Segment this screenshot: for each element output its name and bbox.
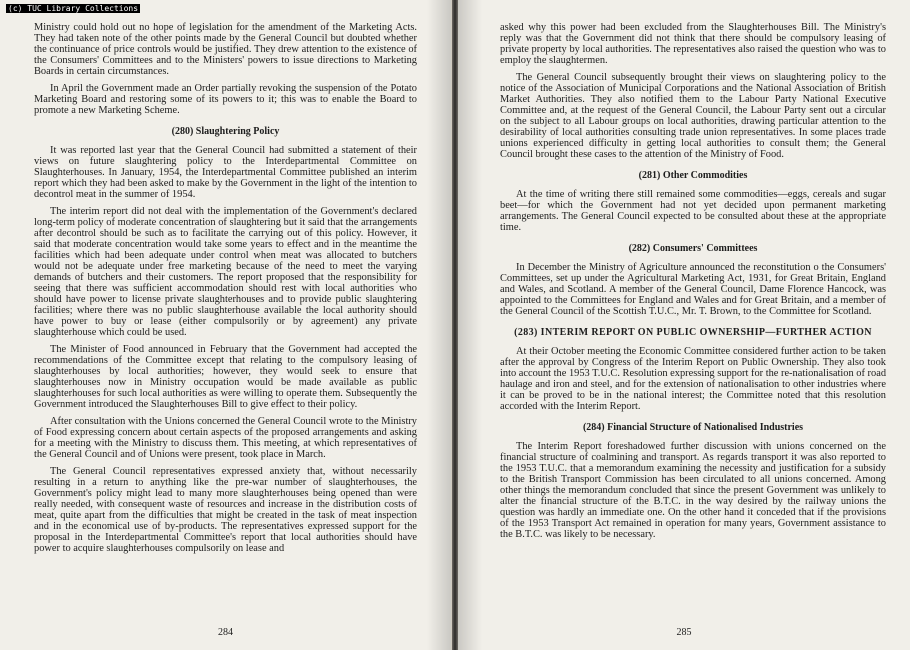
right-page (458, 0, 910, 650)
section-heading-281: (281) Other Commodities (638, 170, 748, 181)
section-heading-280: (280) Slaughtering Policy (171, 126, 280, 137)
paragraph: The interim report did not deal with the implementation of the Government's declared long-term policy of moderate concentration of slaughtering but it said that the arrangements after decontrol should be such as to facilitate the carrying out of this policy. However, it said that moderate concentration would take some years to effect and in the meantime the facilities which had been adequate under control when meat was allocated to butchers would not be adequate under free marketing because of the need to meet the varying demands of butchers and their customers. The report proposed that the responsibility for seeing that there was sufficient accommodation should rest with local authorities who should have power to license private slaughterhouses and to provide public slaughtering facilities; where there was no public slaughterhouse available the local authority should have power to buy or lease (either compulsorily or by agreement) any private slaughterhouse which could be used. (34, 206, 417, 338)
paragraph: At their October meeting the Economic Committee considered further action to be taken after the approval by Congress of the Interim Report on Public Ownership. They also took into account the 1953 T.U.C. Resolution expressing support for the re-nationalisation of road haulage and iron and steel, and for the extension of nationalisation to other industries where it can be proved to be in the national interest; the Committee noted that this resolution accorded with the Interim Report. (500, 346, 887, 412)
paragraph: The Interim Report foreshadowed further discussion with unions concerned on the financial structure of coalmining and transport. As regards transport it was also reported to the 1953 T.U.C. that a memorandum examining the necessity and justification for a subsidy to the British Transport Commission has been circulated to all unions concerned. Among other things the memorandum concluded that since the present Government was unlikely to alter the financial structure of the B.T.C. in the way desired by the railway unions the question was hardly an immediate one. On the other hand it conceded that if the provisions of the 1953 Transport Act remained in operation for many years, Government assistance to the B.T.C. was likely to be necessary. (500, 441, 886, 540)
page-number: 285 (676, 627, 692, 638)
paragraph: In December the Ministry of Agriculture announced the reconstitution o the Consumers' Committees, set up under the Agricultural Marketing Act, 1931, for Great Britain, England and Wales, and Scotland. A member of the General Council, Dame Florence Hancock, was appointed to the Committees for England and Wales and for Great Britain, and a member of the General Council of the Scottish T.U.C., Mr. T. Brown, to the Committee for Scotland. (500, 262, 886, 317)
library-watermark: (c) TUC Library Collections (8, 4, 139, 13)
paragraph: After consultation with the Unions concerned the General Council wrote to the Ministry of Food expressing concern about certain aspects of the proposed arrangements and asking for a meeting with the Ministry to discuss them. This meeting, at which representatives of the General Council and of Unions were present, took place in March. (34, 416, 417, 460)
section-heading-283: (283) INTERIM REPORT ON PUBLIC OWNERSHIP—FURTHER ACTION (514, 327, 872, 338)
paragraph: In April the Government made an Order partially revoking the suspension of the Potato Marketing Board and restoring some of its powers to it; this was to enable the Board to promote a new Marketing Scheme. (34, 83, 417, 116)
section-heading-282: (282) Consumers' Committees (628, 243, 758, 254)
section-heading-284: (284) Financial Structure of Nationalised Industries (582, 422, 804, 433)
page-number: 284 (218, 627, 233, 638)
paragraph: At the time of writing there still remained some commodities—eggs, cereals and sugar beet—for which the Government had not yet decided upon permanent marketing arrangements. The General Council expected to be consulted about these at the appropriate time. (500, 189, 886, 233)
paragraph: The General Council subsequently brought their views on slaughtering policy to the notice of the Association of Municipal Corporations and the National Association of British Market Authorities. They also notified them to the Labour Party National Executive Committee and, at the request of the General Council, the Labour Party sent out a circular on the subject to all Labour groups on local authorities, drawing particular attention to the desirability of local authorities consulting trade union representatives. In some places trade unions experienced difficulty in getting local authorities to consult them; the General Council brought these cases to the attention of the Ministry of Food. (500, 72, 886, 160)
paragraph: The Minister of Food announced in February that the Government had accepted the recommendations of the Committee except that relating to the compulsory leasing of slaughterhouses by local authorities; however, they would seek to ensure that slaughterhouses now in Ministry occupation would be made available as public slaughterhouses for such local authorities as were willing to operate them. Subsequently the Government introduced the Slaughterhouses Bill to give effect to their policy. (34, 344, 417, 410)
paragraph: The General Council representatives expressed anxiety that, without necessarily resulting in a return to anything like the pre-war number of slaughterhouses, the Government's policy might lead to many more slaughterhouses being opened than were really needed, with consequent waste of resources and increase in the distribution costs of meat, quite apart from the difficulties that might be created in the task of meat inspection and in the economical use of by-products. The representatives expressed support for the proposal in the Interdepartmental Committee's report that local authorities should have power to acquire slaughterhouses compulsorily on lease and (34, 466, 417, 554)
paragraph: Ministry could hold out no hope of legislation for the amendment of the Marketing Acts. They had taken note of the other points made by the General Council but doubted whether the continuance of price controls would be justified. They drew attention to the existence of the Consumers' Committees and to the Ministers' powers to issue directions to Marketing Boards in certain circumstances. (34, 22, 417, 77)
left-page (0, 0, 452, 650)
paragraph: It was reported last year that the General Council had submitted a statement of their views on future slaughtering policy to the Interdepartmental Committee on Slaughterhouses. In January, 1954, the Interdepartmental Committee published an interim report which they had been asked to make by the Government in the light of the intention to decontrol meat in the summer of 1954. (34, 145, 417, 200)
paragraph: asked why this power had been excluded from the Slaughterhouses Bill. The Ministry's reply was that the Government did not think that there should be compulsory leasing of private property by local authorities. The representatives also raised the question who was to employ the slaughtermen. (500, 22, 886, 66)
